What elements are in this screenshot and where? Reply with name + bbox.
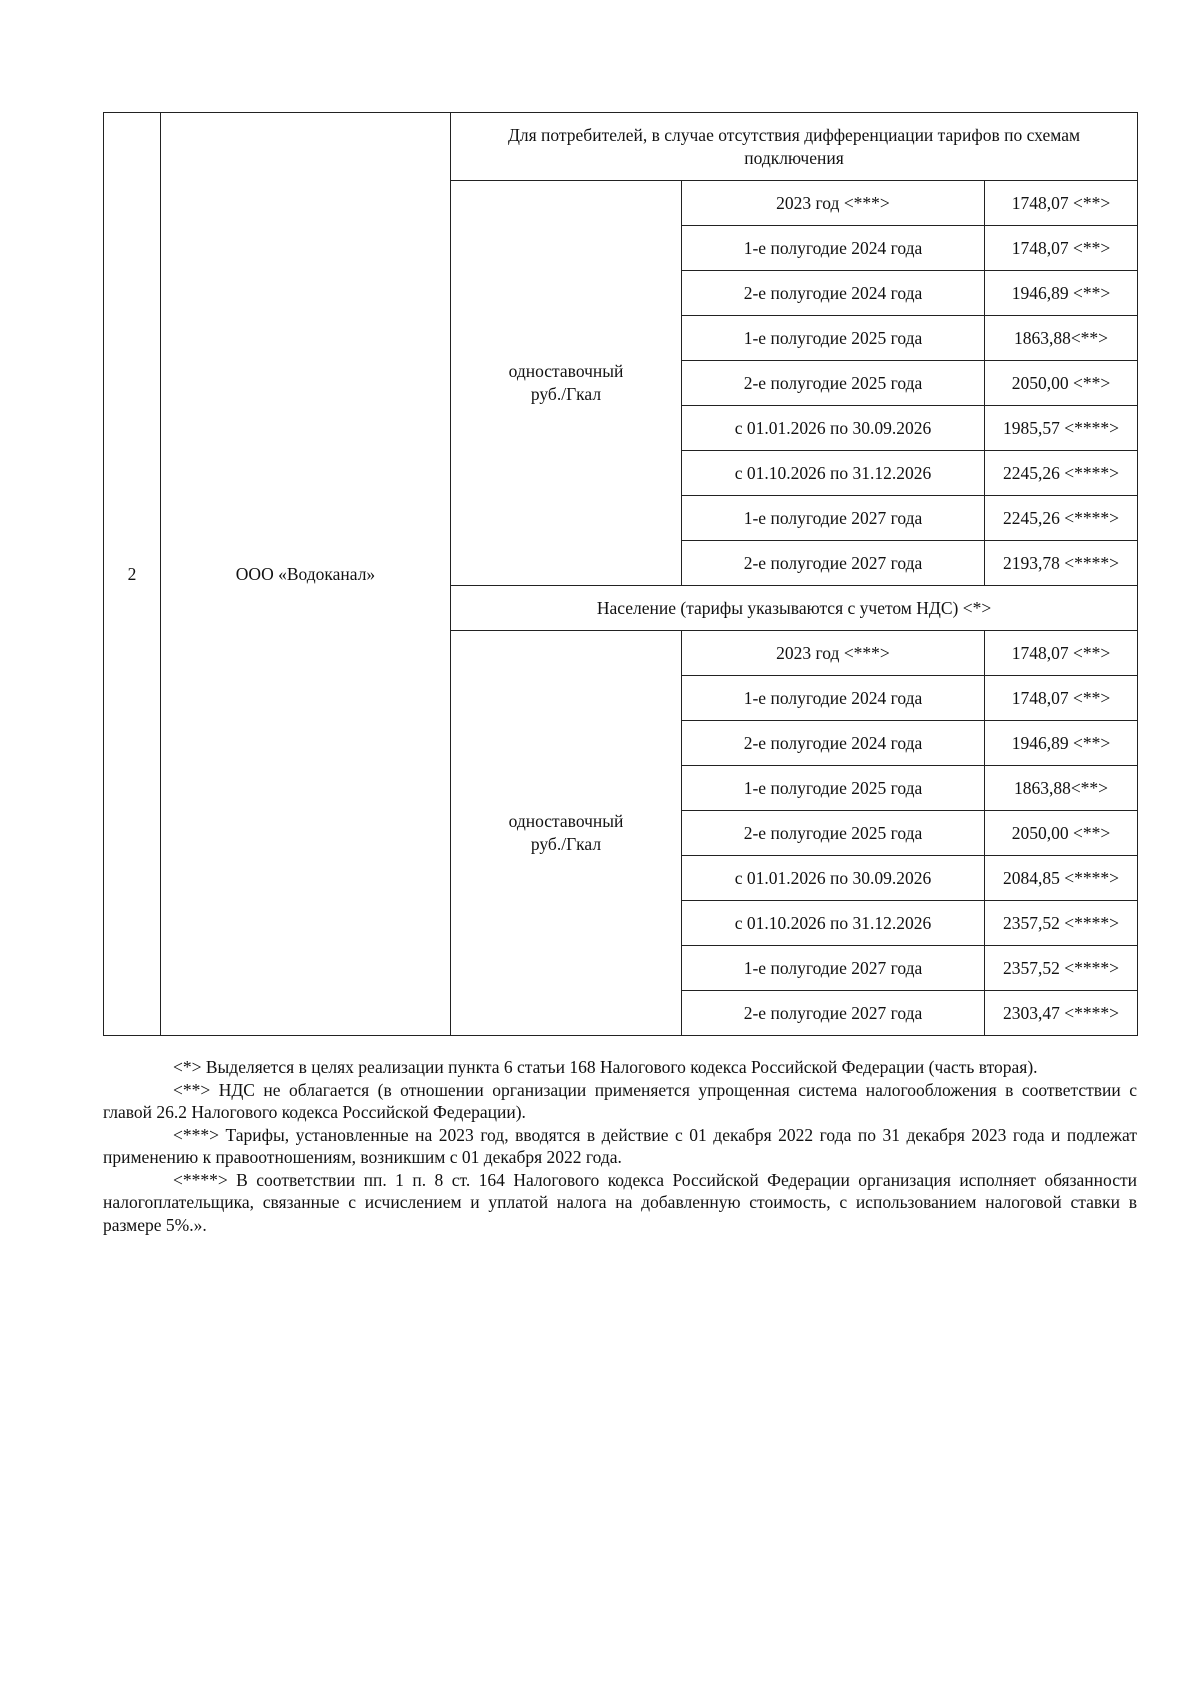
organization-cell: ООО «Водоканал» [161, 113, 451, 1036]
footnote: <*> Выделяется в целях реализации пункта 6 статьи 168 Налогового кодекса Российской Федерации (часть вторая). [173, 1057, 1038, 1077]
unit-label: руб./Гкал [530, 834, 602, 854]
footnotes [103, 1056, 1137, 1236]
value-cell: 2050,00 <**> [985, 361, 1138, 406]
group-header: Для потребителей, в случае отсутствия дифференциации тарифов по схемам подключения [451, 113, 1138, 181]
value-cell: 1946,89 <**> [985, 271, 1138, 316]
tariff-table [103, 112, 1138, 1036]
value-cell: 1748,07 <**> [985, 226, 1138, 271]
unit-label: руб./Гкал [530, 384, 602, 404]
rate-type-cell [451, 181, 682, 586]
rate-type-label: одноставочный [508, 811, 624, 831]
period-cell: 1-е полугодие 2025 года [682, 316, 985, 361]
footnote: <***> Тарифы, установленные на 2023 год, вводятся в действие с 01 декабря 2022 года по 31 декабря 2023 года и подлежат применению к правоотношениям, возникшим с 01 декабря 2022 года. [103, 1124, 1137, 1167]
period-cell: 1-е полугодие 2024 года [682, 226, 985, 271]
footnote: <**> НДС не облагается (в отношении организации применяется упрощенная система налогообложения в соответствии с главой 26.2 Налогового кодекса Российской Федерации). [103, 1079, 1137, 1122]
period-cell: с 01.01.2026 по 30.09.2026 [682, 406, 985, 451]
value-cell: 2357,52 <****> [985, 946, 1138, 991]
period-cell: 1-е полугодие 2027 года [682, 496, 985, 541]
value-cell: 1946,89 <**> [985, 721, 1138, 766]
value-cell: 2050,00 <**> [985, 811, 1138, 856]
value-cell: 2245,26 <****> [985, 496, 1138, 541]
period-cell: 2-е полугодие 2024 года [682, 271, 985, 316]
period-cell: 2-е полугодие 2024 года [682, 721, 985, 766]
value-cell: 1863,88<**> [985, 316, 1138, 361]
value-cell: 1863,88<**> [985, 766, 1138, 811]
period-cell: 2-е полугодие 2027 года [682, 541, 985, 586]
value-cell: 2084,85 <****> [985, 856, 1138, 901]
rate-type-label: одноставочный [508, 361, 624, 381]
period-cell: 1-е полугодие 2024 года [682, 676, 985, 721]
period-cell: 2-е полугодие 2025 года [682, 811, 985, 856]
period-cell: с 01.10.2026 по 31.12.2026 [682, 451, 985, 496]
period-cell: 1-е полугодие 2025 года [682, 766, 985, 811]
row-number-cell: 2 [104, 113, 161, 1036]
group-header: Население (тарифы указываются с учетом НДС) <*> [451, 586, 1138, 631]
period-cell: 2-е полугодие 2027 года [682, 991, 985, 1036]
value-cell: 1748,07 <**> [985, 631, 1138, 676]
rate-type-cell [451, 631, 682, 1036]
footnote: <****> В соответствии пп. 1 п. 8 ст. 164 Налогового кодекса Российской Федерации организация исполняет обязанности налогоплательщика, связанные с исчислением и уплатой налога на добавленную стоимость, с использованием налоговой ставки в размере 5%.». [103, 1169, 1137, 1235]
period-cell: 1-е полугодие 2027 года [682, 946, 985, 991]
value-cell: 2357,52 <****> [985, 901, 1138, 946]
value-cell: 2303,47 <****> [985, 991, 1138, 1036]
value-cell: 2245,26 <****> [985, 451, 1138, 496]
period-cell: 2-е полугодие 2025 года [682, 361, 985, 406]
value-cell: 2193,78 <****> [985, 541, 1138, 586]
value-cell: 1748,07 <**> [985, 676, 1138, 721]
value-cell: 1985,57 <****> [985, 406, 1138, 451]
period-cell: 2023 год <***> [682, 631, 985, 676]
value-cell: 1748,07 <**> [985, 181, 1138, 226]
period-cell: 2023 год <***> [682, 181, 985, 226]
period-cell: с 01.10.2026 по 31.12.2026 [682, 901, 985, 946]
period-cell: с 01.01.2026 по 30.09.2026 [682, 856, 985, 901]
